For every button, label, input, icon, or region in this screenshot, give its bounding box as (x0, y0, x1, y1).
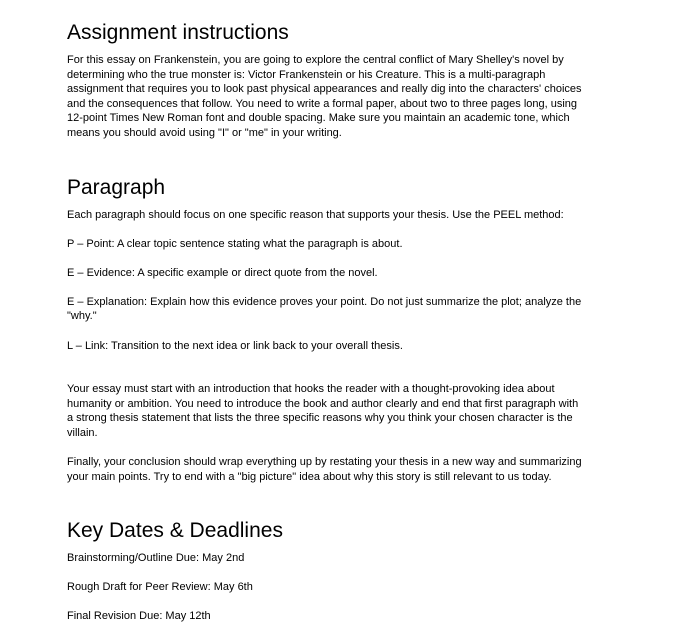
paragraph-peel-evidence: E – Evidence: A specific example or direct quote from the novel. (67, 266, 378, 279)
paragraph-peel-intro: Each paragraph should focus on one specific reason that supports your thesis. Use the PEEL method: (67, 208, 564, 221)
paragraph-introduction-guidance: Your essay must start with an introduction that hooks the reader with a thought-provoking idea about humanity or ambition. You need to introduce the book and author clearly and end that first paragraph with a strong thesis statement that lists the three specific reasons why you think your chosen character is the villain. (67, 383, 579, 439)
paragraph-peel-explanation: E – Explanation: Explain how this evidence proves your point. Do not just summarize the plot; analyze the "why." (67, 295, 582, 323)
heading-key-dates: Key Dates & Deadlines (67, 519, 283, 543)
deadline-outline: Brainstorming/Outline Due: May 2nd (67, 552, 245, 565)
deadline-final-revision: Final Revision Due: May 12th (67, 610, 211, 623)
paragraph-peel-point: P – Point: A clear topic sentence stating what the paragraph is about. (67, 237, 403, 250)
paragraph-peel-link: L – Link: Transition to the next idea or link back to your overall thesis. (67, 339, 403, 352)
deadline-rough-draft: Rough Draft for Peer Review: May 6th (67, 581, 253, 594)
paragraph-assignment-overview: For this essay on Frankenstein, you are going to explore the central conflict of Mary Shelley's novel by determining who the true monster is: Victor Frankenstein or his Creature. This is a multi-paragraph assignment that requires you to look past physical appearances and really dig into the characters' choices and the consequences that follow. You need to write a formal paper, about two to three pages long, using 12-point Times New Roman font and double spacing. Make sure you maintain an academic tone, which means you should avoid using "I" or "me" in your writing. (67, 54, 582, 139)
heading-paragraph: Paragraph (67, 175, 166, 199)
paragraph-conclusion-guidance: Finally, your conclusion should wrap everything up by restating your thesis in a new way and summarizing your main points. Try to end with a "big picture" idea about why this story is still relevant to us today. (67, 456, 582, 483)
document-page (67, 20, 587, 624)
heading-assignment-instructions: Assignment instructions (67, 21, 289, 44)
